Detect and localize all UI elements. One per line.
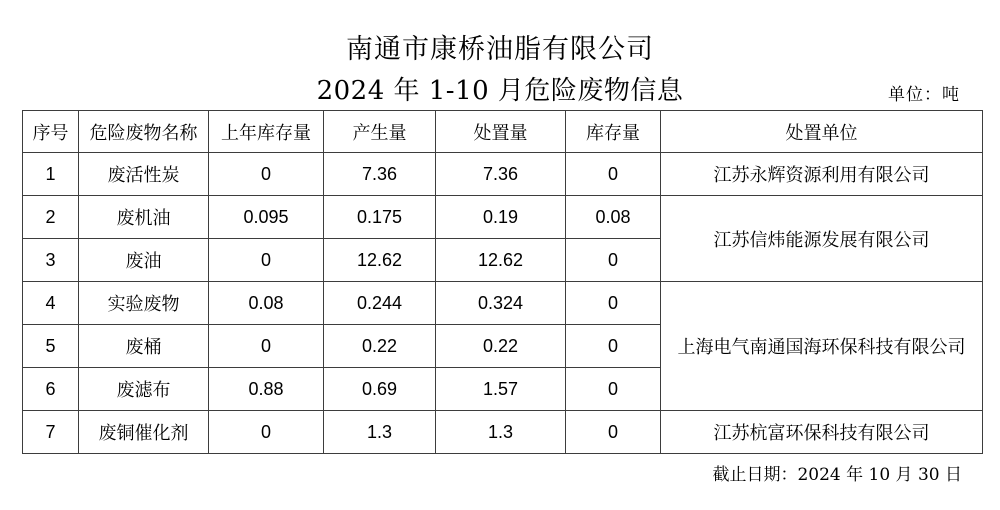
cell-generated: 0.22 <box>324 325 436 368</box>
cell-disposed: 1.57 <box>436 368 566 411</box>
cell-stock: 0 <box>566 239 661 282</box>
cell-disposed: 1.3 <box>436 411 566 454</box>
cell-stock: 0 <box>566 153 661 196</box>
header-generated: 产生量 <box>324 111 436 153</box>
cell-stock: 0 <box>566 325 661 368</box>
header-disposed: 处置量 <box>436 111 566 153</box>
cell-waste-name: 废油 <box>79 239 209 282</box>
header-prev-year-stock: 上年库存量 <box>209 111 324 153</box>
table-row <box>23 153 983 196</box>
cell-stock: 0 <box>566 411 661 454</box>
cell-seq: 2 <box>23 196 79 239</box>
cell-prev-year-stock: 0 <box>209 153 324 196</box>
cell-generated: 0.69 <box>324 368 436 411</box>
table-row <box>23 282 983 325</box>
cell-prev-year-stock: 0.88 <box>209 368 324 411</box>
cell-prev-year-stock: 0.08 <box>209 282 324 325</box>
cell-generated: 1.3 <box>324 411 436 454</box>
cell-seq: 1 <box>23 153 79 196</box>
cell-waste-name: 实验废物 <box>79 282 209 325</box>
header-disposal-unit: 处置单位 <box>661 111 983 153</box>
cell-disposal-unit: 江苏信炜能源发展有限公司 <box>661 196 983 282</box>
cell-generated: 12.62 <box>324 239 436 282</box>
cell-disposed: 0.19 <box>436 196 566 239</box>
cell-stock: 0.08 <box>566 196 661 239</box>
table-row <box>23 411 983 454</box>
cell-seq: 4 <box>23 282 79 325</box>
cell-prev-year-stock: 0.095 <box>209 196 324 239</box>
cell-waste-name: 废活性炭 <box>79 153 209 196</box>
cell-disposal-unit: 江苏永辉资源利用有限公司 <box>661 153 983 196</box>
cell-prev-year-stock: 0 <box>209 325 324 368</box>
table-row <box>23 196 983 239</box>
cell-stock: 0 <box>566 282 661 325</box>
header-stock: 库存量 <box>566 111 661 153</box>
cell-generated: 0.175 <box>324 196 436 239</box>
cell-disposed: 7.36 <box>436 153 566 196</box>
cell-waste-name: 废滤布 <box>79 368 209 411</box>
hazardous-waste-table <box>22 110 983 454</box>
cell-waste-name: 废机油 <box>79 196 209 239</box>
page-title-report: 2024 年 1-10 月危险废物信息 <box>316 76 684 106</box>
cell-seq: 5 <box>23 325 79 368</box>
cell-disposal-unit: 上海电气南通国海环保科技有限公司 <box>661 282 983 411</box>
cell-disposed: 0.324 <box>436 282 566 325</box>
cell-generated: 0.244 <box>324 282 436 325</box>
cutoff-date: 截止日期：2024 年 10 月 30 日 <box>712 465 962 485</box>
header-seq: 序号 <box>23 111 79 153</box>
cell-seq: 3 <box>23 239 79 282</box>
page-title-company: 南通市康桥油脂有限公司 <box>346 34 654 65</box>
cell-waste-name: 废桶 <box>79 325 209 368</box>
cell-generated: 7.36 <box>324 153 436 196</box>
unit-label: 单位：吨 <box>888 85 960 105</box>
cell-disposed: 0.22 <box>436 325 566 368</box>
cell-disposed: 12.62 <box>436 239 566 282</box>
cell-seq: 7 <box>23 411 79 454</box>
table-header-row <box>23 111 983 153</box>
cell-disposal-unit: 江苏杭富环保科技有限公司 <box>661 411 983 454</box>
cell-waste-name: 废铜催化剂 <box>79 411 209 454</box>
cell-seq: 6 <box>23 368 79 411</box>
header-waste-name: 危险废物名称 <box>79 111 209 153</box>
cell-stock: 0 <box>566 368 661 411</box>
cell-prev-year-stock: 0 <box>209 239 324 282</box>
cell-prev-year-stock: 0 <box>209 411 324 454</box>
